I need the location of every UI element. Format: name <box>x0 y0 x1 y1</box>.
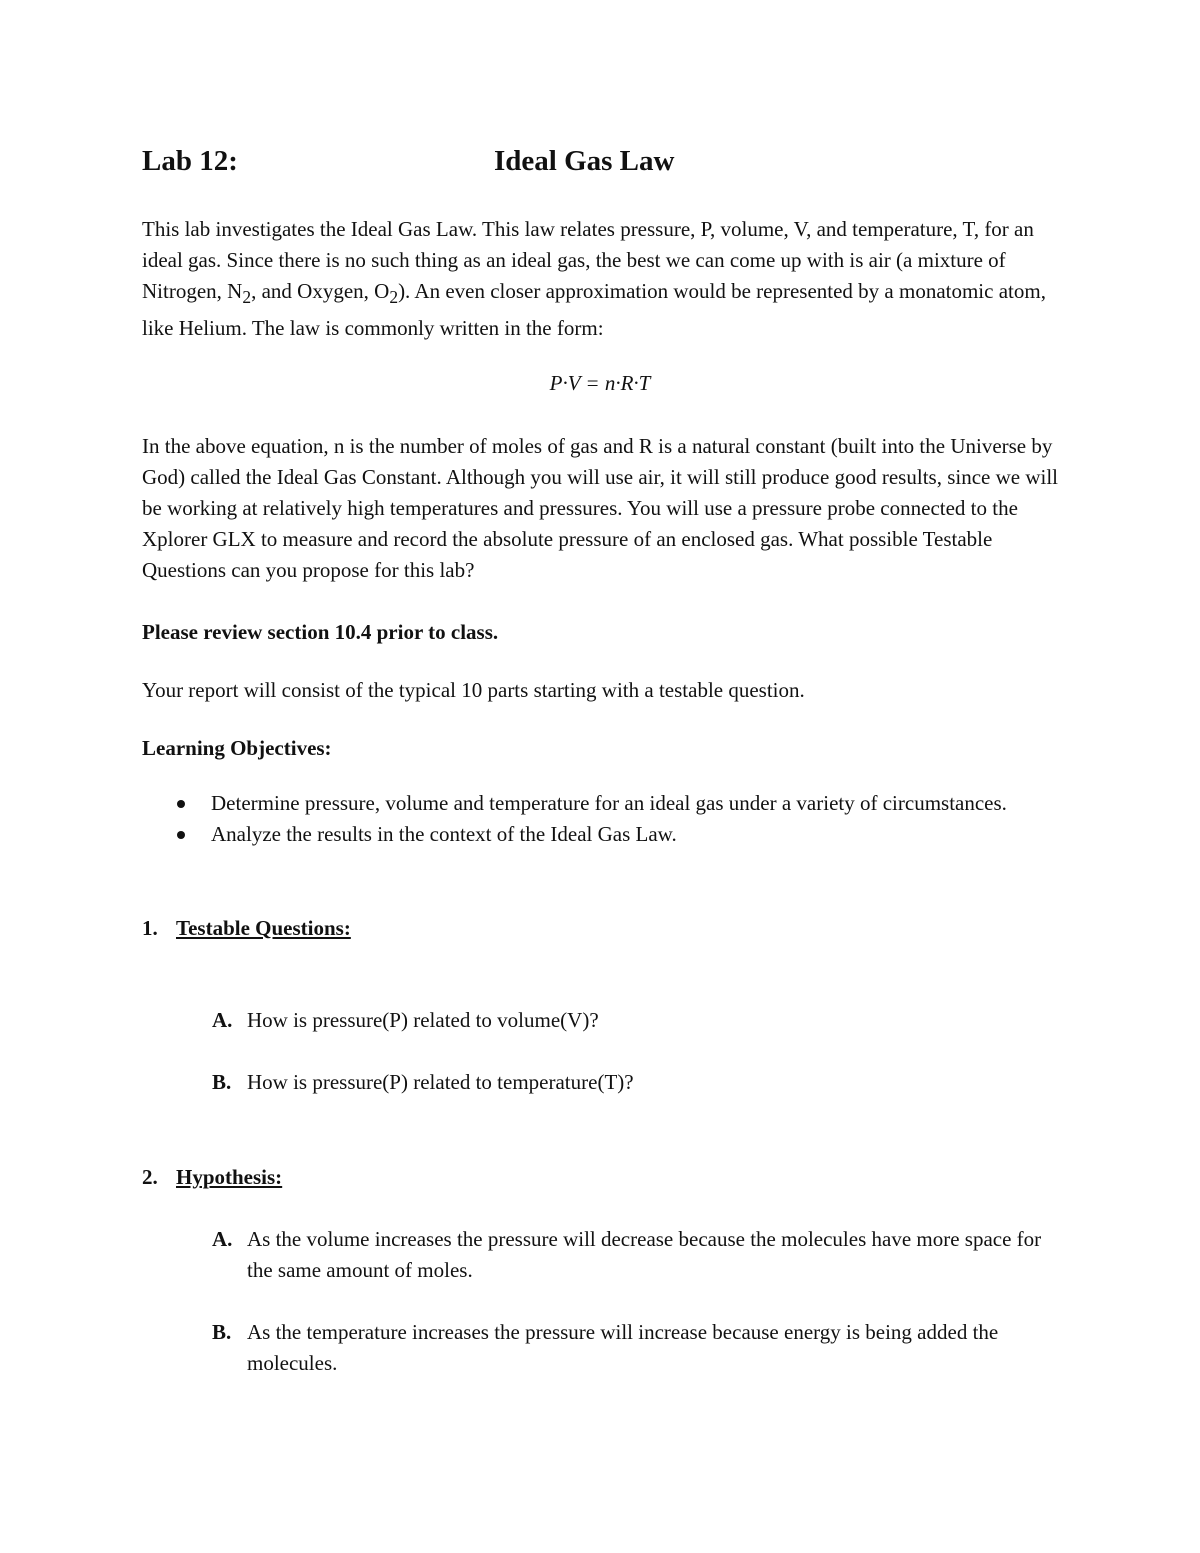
bullet-icon <box>177 800 185 808</box>
report-note: Your report will consist of the typical 10 parts starting with a testable question. <box>142 678 805 702</box>
item-letter: B. <box>212 1070 232 1094</box>
hypothesis-heading <box>142 1162 282 1193</box>
item-text: As the temperature increases the pressure will increase because energy is being added the molecules. <box>247 1320 999 1375</box>
list-item <box>142 819 1007 850</box>
objective-text: Determine pressure, volume and temperature for an ideal gas under a variety of circumstances. <box>211 791 1007 815</box>
learning-objectives-list <box>142 788 1007 850</box>
hypothesis-a <box>212 1224 1072 1286</box>
section-number: 1. <box>142 916 158 940</box>
item-letter: A. <box>212 1008 233 1032</box>
intro-text-3: ). An even closer approximation would be represented by a monatomic atom, like Helium. The law is commonly written in the form: <box>142 279 1046 341</box>
list-item <box>142 788 1007 819</box>
testable-questions-heading <box>142 913 351 944</box>
lab-number-heading: Lab 12: <box>142 145 238 177</box>
learning-objectives-heading: Learning Objectives: <box>142 736 332 760</box>
item-text: As the volume increases the pressure will decrease because the molecules have more space for the same amount of moles. <box>247 1227 1042 1282</box>
testable-question-a <box>212 1005 1072 1036</box>
ideal-gas-equation: P·V = n·R·T <box>549 371 651 395</box>
intro-text-1: This lab investigates the Ideal Gas Law. This law relates pressure, P, volume, V, and temperature, T, for an ideal gas. Since there is no such thing as an ideal gas, the best we can come up with is air (a mixture of Nitrogen, N <box>142 217 1034 303</box>
lab-title-heading: Ideal Gas Law <box>494 145 675 177</box>
objective-text: Analyze the results in the context of the Ideal Gas Law. <box>211 822 677 846</box>
section-label: Testable Questions: <box>176 916 351 940</box>
testable-question-b <box>212 1067 1072 1098</box>
section-label: Hypothesis: <box>176 1165 283 1189</box>
equation-explanation-paragraph: In the above equation, n is the number of moles of gas and R is a natural constant (built into the Universe by God) called the Ideal Gas Constant. Although you will use air, it will still produce good results, since we will be working at relatively high temperatures and pressures. You will use a pressure probe connected to the Xplorer GLX to measure and record the absolute pressure of an enclosed gas. What possible Testable Questions can you propose for this lab? <box>142 434 1059 582</box>
item-letter: B. <box>212 1320 232 1344</box>
bullet-icon <box>177 831 185 839</box>
intro-text-2: , and Oxygen, O <box>251 279 390 303</box>
section-number: 2. <box>142 1165 158 1189</box>
intro-paragraph <box>142 214 1062 344</box>
item-text: How is pressure(P) related to temperature(T)? <box>247 1070 634 1094</box>
hypothesis-b <box>212 1317 1072 1379</box>
item-text: How is pressure(P) related to volume(V)? <box>247 1008 599 1032</box>
review-note: Please review section 10.4 prior to class. <box>142 620 499 644</box>
item-letter: A. <box>212 1227 233 1251</box>
nitrogen-subscript: 2 <box>242 287 252 308</box>
oxygen-subscript: 2 <box>389 287 399 308</box>
